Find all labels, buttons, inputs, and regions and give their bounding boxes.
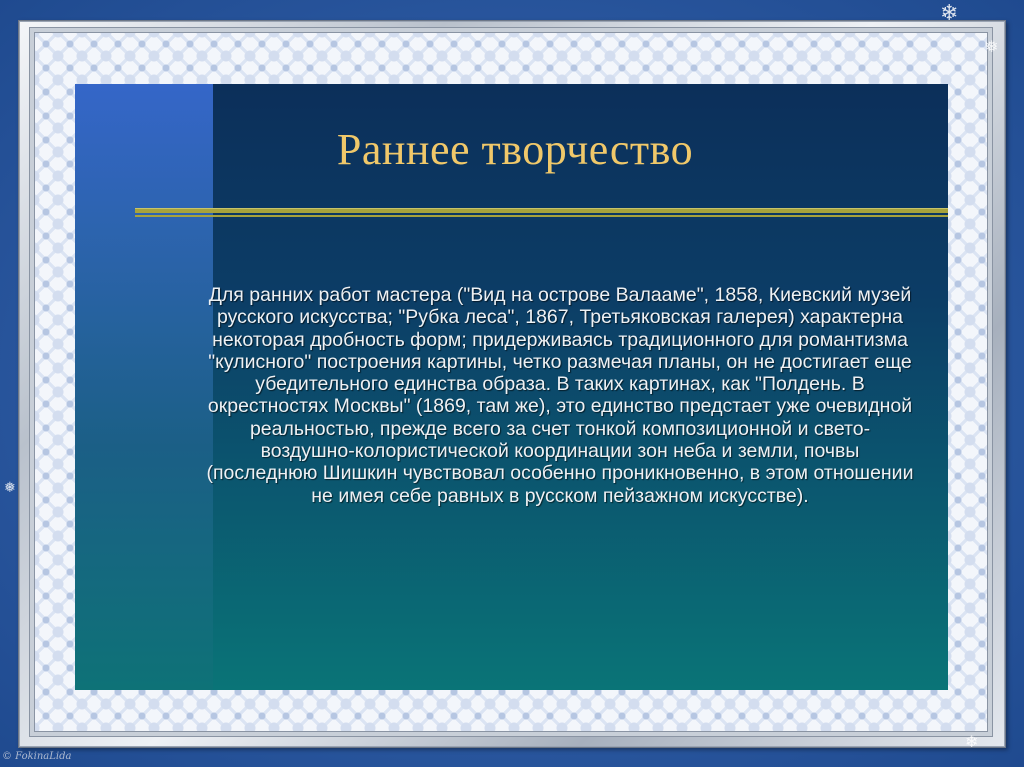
slide-body-text: Для ранних работ мастера ("Вид на острове Валааме", 1858, Киевский музей русского искусства; "Рубка леса", 1867, Третьяковская галерея) характерна некоторая дробность форм; придерживаясь традиционного для романтизма "кулисного" построения картины, четко размечая планы, он не достигает еще убедительного единства образа. В таких картинах, как "Полдень. В окрестностях Москвы" (1869, там же), это единство предстает уже очевидной реальностью, прежде всего за счет тонкой композиционной и свето-воздушно-колористической координации зон неба и земли, почвы (последнюю Шишкин чувствовал особенно проникновенно, в этом отношении не имея себе равных в русском пейзажном искусстве).: [206, 284, 914, 507]
slide: [75, 84, 948, 690]
snowflake-icon: ❄: [940, 0, 959, 25]
snowflake-icon: ❅: [985, 39, 999, 56]
title-divider-thin: [135, 215, 948, 217]
slide-accent-band: [75, 84, 213, 690]
title-divider: [135, 208, 948, 213]
snowflake-icon: ❄: [965, 734, 979, 751]
slide-title: Раннее творчество: [336, 125, 694, 174]
snowflake-icon: ❅: [4, 479, 16, 495]
watermark: © FokinaLida: [2, 751, 72, 762]
